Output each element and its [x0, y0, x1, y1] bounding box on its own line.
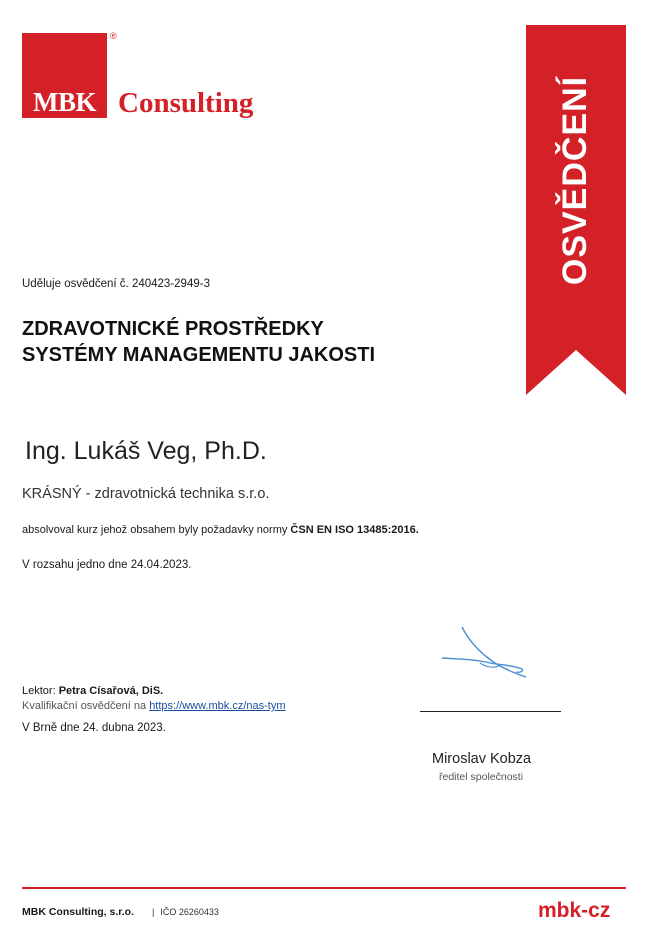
footer-ico: | IČO 26260433 [152, 907, 219, 917]
recipient-name: Ing. Lukáš Veg, Ph.D. [25, 437, 267, 465]
footer-divider [22, 887, 626, 889]
footer-company: MBK Consulting, s.r.o. [22, 906, 134, 918]
course-norm: ČSN EN ISO 13485:2016. [290, 524, 419, 536]
signer-name: Miroslav Kobza [432, 751, 532, 767]
course-scope: V rozsahu jedno dne 24.04.2023. [22, 559, 192, 571]
signer-role: ředitel společnosti [439, 771, 524, 783]
lector-name: Petra Císařová, DiS. [58, 685, 164, 697]
qualification-line: Kvalifikační osvědčení na https://www.mbk.cz/nas-tym [22, 700, 286, 712]
ribbon-label: OSVĚDČENÍ [556, 75, 595, 285]
lector-line: Lektor: Petra Císařová, DiS. [22, 685, 164, 697]
certificate-number: Uděluje osvědčení č. 240423-2949-3 [22, 278, 210, 290]
course-description: absolvoval kurz jehož obsahem byly požadavky normy ČSN EN ISO 13485:2016. [22, 524, 419, 536]
recipient-company: KRÁSNÝ - zdravotnická technika s.r.o. [22, 486, 270, 502]
logo-name: Consulting [118, 87, 254, 119]
signature-line [420, 711, 561, 712]
footer-website: mbk-cz [538, 899, 611, 922]
certificate-title [22, 316, 375, 368]
logo-mark: MBK [33, 87, 96, 117]
title-line-1: ZDRAVOTNICKÉ PROSTŘEDKY [22, 318, 324, 340]
signature-image [440, 625, 535, 685]
place-date: V Brně dne 24. dubna 2023. [22, 722, 166, 734]
qualification-link[interactable]: https://www.mbk.cz/nas-tym [149, 700, 286, 712]
title-line-2: SYSTÉMY MANAGEMENTU JAKOSTI [22, 344, 375, 366]
registered-mark: ® [110, 31, 117, 41]
